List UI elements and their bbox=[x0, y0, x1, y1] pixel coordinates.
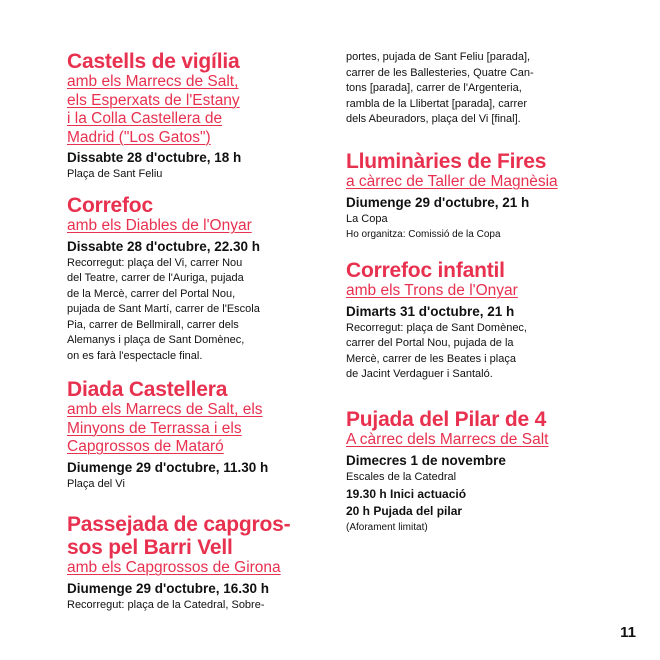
event-castells-de-vigilia bbox=[67, 50, 327, 183]
event-title: Passejada de capgros- sos pel Barri Vell bbox=[67, 513, 291, 559]
event-passejada-capgrossos bbox=[67, 513, 327, 613]
event-place: Escales de la Catedral bbox=[346, 470, 457, 483]
event-date: Diumenge 29 d'octubre, 21 h bbox=[346, 194, 530, 210]
event-organizer: Ho organitza: Comissió de la Copa bbox=[346, 229, 501, 241]
event-title: Castells de vigília bbox=[67, 50, 240, 73]
event-title: Pujada del Pilar de 4 bbox=[346, 408, 547, 431]
event-route: Recorregut: plaça de la Catedral, Sobre- bbox=[67, 598, 265, 611]
event-date: Dimarts 31 d'octubre, 21 h bbox=[346, 303, 515, 319]
event-route: Recorregut: plaça de Sant Domènec, carrer del Portal Nou, pujada de la Mercè, carrer de les Beates i plaça de Jacint Verdaguer i Santaló. bbox=[346, 321, 527, 381]
page-number: 11 bbox=[620, 624, 636, 641]
event-place: La Copa bbox=[346, 212, 388, 225]
event-correfoc-infantil bbox=[346, 259, 626, 383]
event-correfoc bbox=[67, 194, 327, 365]
event-date: Dissabte 28 d'octubre, 22.30 h bbox=[67, 238, 261, 254]
event-performers: amb els Marrecs de Salt, els Esperxats de l'Estany i la Colla Castellera de Madrid ("Los Gatos") bbox=[67, 73, 240, 146]
event-note: (Aforament limitat) bbox=[346, 522, 428, 534]
event-route: Recorregut: plaça del Vi, carrer Nou del Teatre, carrer de l'Auriga, pujada de la Mercè, carrer del Portal Nou, pujada de Sant Martí, carrer de l'Escola Pia, carrer de Bellmirall, carrer dels Alemanys i plaça de Sant Domènec, on es farà l'espectacle final. bbox=[67, 256, 260, 363]
event-performers: a càrrec de Taller de Magnèsia bbox=[346, 173, 558, 190]
event-date: Diumenge 29 d'octubre, 16.30 h bbox=[67, 580, 270, 596]
event-pujada-del-pilar bbox=[346, 408, 626, 535]
event-title: Correfoc bbox=[67, 194, 153, 217]
event-date: Dimecres 1 de novembre bbox=[346, 452, 506, 468]
event-performers: amb els Capgrossos de Girona bbox=[67, 559, 281, 576]
event-date: Dissabte 28 d'octubre, 18 h bbox=[67, 150, 242, 165]
event-place: Plaça de Sant Feliu bbox=[67, 168, 163, 180]
event-performers: amb els Trons de l'Onyar bbox=[346, 282, 518, 299]
event-performers: amb els Diables de l'Onyar bbox=[67, 217, 252, 234]
event-schedule-start: 19.30 h Inici actuació bbox=[346, 487, 467, 502]
event-title: Correfoc infantil bbox=[346, 259, 505, 282]
event-performers: amb els Marrecs de Salt, els Minyons de Terrassa i els Capgrossos de Mataró bbox=[67, 401, 263, 455]
event-place: Plaça del Vi bbox=[67, 477, 125, 490]
event-diada-castellera bbox=[67, 378, 327, 492]
event-date: Diumenge 29 d'octubre, 11.30 h bbox=[67, 459, 269, 475]
event-performers: A càrrec dels Marrecs de Salt bbox=[346, 431, 549, 448]
route-continuation: portes, pujada de Sant Feliu [parada], carrer de les Ballesteries, Quatre Can- tons [parada], carrer de l'Argenteria, rambla de la Llibertat [parada], carrer dels Abeuradors, plaça del Vi [final]. bbox=[346, 51, 534, 126]
event-title: Diada Castellera bbox=[67, 378, 228, 401]
event-schedule-pilar: 20 h Pujada del pilar bbox=[346, 504, 463, 519]
event-lluminaries-de-fires bbox=[346, 150, 626, 242]
event-title: Lluminàries de Fires bbox=[346, 150, 547, 173]
